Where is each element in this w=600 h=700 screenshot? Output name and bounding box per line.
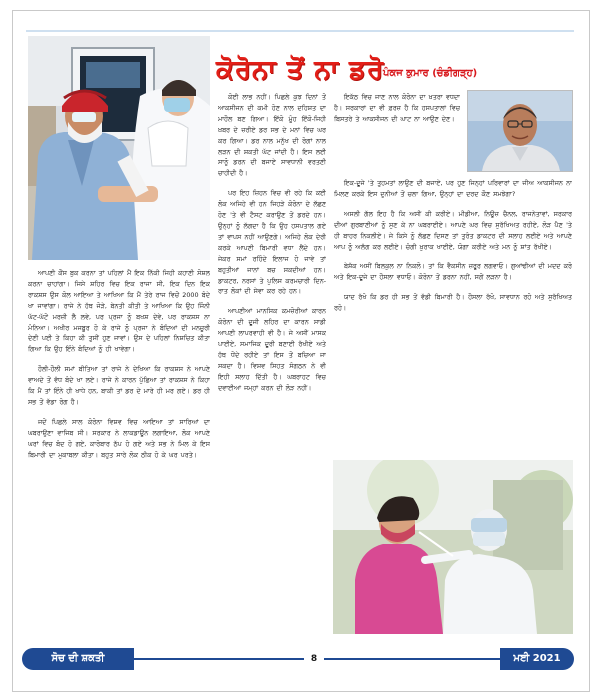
- issue-date: ਮਈ 2021: [500, 648, 574, 670]
- paragraph: ਆਪਣੀਆਂ ਮਾਨਸਿਕ ਕਮਜ਼ੋਰੀਆਂ ਕਾਰਨ ਕੋਰੋਨਾ ਦੀ ਦੂਜੀ ਲਹਿਰ ਦਾ ਕਾਰਨ ਸਾਡੀ ਆਪਣੀ ਲਾਪਰਵਾਹੀ ਵੀ ਹੈ। ਜੇ ਅਸੀਂ ਮਾਸਕ ਪਾਈਏ, ਸਮਾਜਿਕ ਦੂਰੀ ਬਣਾਈ ਰੱਖੀਏ ਅਤੇ ਹੱਥ ਧੋਂਦੇ ਰਹੀਏ ਤਾਂ ਇਸ ਤੋਂ ਬਚਿਆ ਜਾ ਸਕਦਾ ਹੈ। ਵਿਸ਼ਵ ਸਿਹਤ ਸੰਗਠਨ ਨੇ ਵੀ ਇਹੀ ਸਲਾਹ ਦਿੱਤੀ ਹੈ। ਘਬਰਾਹਟ ਵਿਚ ਦਵਾਈਆਂ ਜਮ੍ਹਾਂ ਕਰਨ ਦੀ ਲੋੜ ਨਹੀਂ।: [218, 307, 326, 392]
- paragraph: ਜਦੋਂ ਪਿਛਲੇ ਸਾਲ ਕੋਰੋਨਾ ਵਿਸ਼ਵ ਵਿਚ ਆਇਆ ਤਾਂ ਸਾਰਿਆਂ ਦਾ ਘਬਰਾਉਣਾ ਵਾਜਿਬ ਸੀ। ਸਰਕਾਰ ਨੇ ਲਾਕਡਾਊਨ ਲਗਾਇਆ, ਲੋਕ ਆਪਣੇ ਘਰਾਂ ਵਿਚ ਬੰਦ ਹੋ ਗਏ, ਕਾਰੋਬਾਰ ਠੱਪ ਹੋ ਗਏ ਅਤੇ ਸਭ ਨੇ ਮਿਲ ਕੇ ਇਸ ਬਿਮਾਰੀ ਦਾ ਮੁਕਾਬਲਾ ਕੀਤਾ। ਬਹੁਤ ਸਾਰੇ ਲੋਕ ਠੀਕ ਹੋ ਕੇ ਘਰ ਪਰਤੇ।: [28, 417, 210, 459]
- paragraph: ਇਕੱਠ ਵਿਚ ਜਾਣ ਨਾਲ ਕੋਰੋਨਾ ਦਾ ਖ਼ਤਰਾ ਵਧਦਾ ਹੈ। ਸਰਕਾਰਾਂ ਦਾ ਵੀ ਫ਼ਰਜ਼ ਹੈ ਕਿ ਹਸਪਤਾਲਾਂ ਵਿਚ ਬਿਸਤਰੇ ਤੇ ਆਕਸੀਜਨ ਦੀ ਘਾਟ ਨਾ ਆਉਣ ਦੇਣ।: [334, 93, 460, 123]
- text-column-1: [28, 268, 210, 640]
- article-byline: ਪੰਕਜ ਕੁਮਾਰ (ਚੰਡੀਗੜ੍ਹ): [383, 68, 478, 79]
- paragraph: ਕੋਈ ਲਾਭ ਨਹੀਂ। ਪਿਛਲੇ ਕੁਝ ਦਿਨਾਂ ਤੋਂ ਆਕਸੀਜਨ ਦੀ ਕਮੀ ਹੋਣ ਨਾਲ ਦਹਿਸ਼ਤ ਦਾ ਮਾਹੌਲ ਬਣ ਗਿਆ। ਇੱਕੋ ਮੂੰਹ ਇੱਕੋ-ਜਿਹੀ ਖ਼ਬਰ ਦੇ ਜ਼ਰੀਏ ਡਰ ਸਭ ਦੇ ਮਨਾਂ ਵਿਚ ਘਰ ਕਰ ਗਿਆ। ਡਰ ਨਾਲ ਮਨੁੱਖ ਦੀ ਰੋਗਾਂ ਨਾਲ ਲੜਨ ਦੀ ਸ਼ਕਤੀ ਘੱਟ ਜਾਂਦੀ ਹੈ। ਇਸ ਲਈ ਸਾਨੂੰ ਡਰਨ ਦੀ ਬਜਾਏ ਸਾਵਧਾਨੀ ਵਰਤਣੀ ਚਾਹੀਦੀ ਹੈ।: [218, 93, 326, 178]
- paragraph: ਬੇਸ਼ੱਕ ਅਸੀਂ ਬਿਲਕੁਲ ਨਾ ਨਿਕਲੋ। ਤਾਂ ਕਿ ਵੈਕਸੀਨ ਜ਼ਰੂਰ ਲਗਵਾਓ। ਗੁਆਂਢੀਆਂ ਦੀ ਮਦਦ ਕਰੋ ਅਤੇ ਇਕ-ਦੂਜੇ ਦਾ ਹੌਸਲਾ ਵਧਾਓ। ਕੋਰੋਨਾ ਤੋਂ ਡਰਨਾ ਨਹੀਂ, ਸਗੋਂ ਲੜਨਾ ਹੈ।: [334, 262, 572, 282]
- paragraph: ਹੌਲੀ-ਹੌਲੀ ਸਮਾਂ ਬੀਤਿਆ ਤਾਂ ਰਾਜੇ ਨੇ ਦੇਖਿਆ ਕਿ ਰਾਕਸ਼ਸ ਨੇ ਆਪਣੇ ਵਾਅਦੇ ਤੋਂ ਵੱਧ ਬੰਦੇ ਖਾ ਲਏ। ਰਾਜੇ ਨੇ ਕਾਰਨ ਪੁੱਛਿਆ ਤਾਂ ਰਾਕਸ਼ਸ ਨੇ ਕਿਹਾ ਕਿ ਮੈਂ ਤਾਂ ਇੰਨੇ ਹੀ ਖਾਧੇ ਹਨ, ਬਾਕੀ ਤਾਂ ਡਰ ਦੇ ਮਾਰੇ ਹੀ ਮਰ ਗਏ। ਡਰ ਹੀ ਸਭ ਤੋਂ ਵੱਡਾ ਰੋਗ ਹੈ।: [28, 365, 210, 406]
- paragraph: ਅਸਲੀ ਗੱਲ ਇਹ ਹੈ ਕਿ ਅਸੀਂ ਕੀ ਕਰੀਏ। ਮੀਡੀਆ, ਨਿਊਜ਼ ਚੈਨਲ, ਰਾਜਨੇਤਾਵਾਂ, ਸਰਕਾਰ ਦੀਆਂ ਗੁਰਬਾਣੀਆਂ ਨੂੰ ਸੁਣ ਕੇ ਨਾ ਘਬਰਾਈਏ। ਆਪਣੇ ਘਰ ਵਿਚ ਸੁਰੱਖਿਅਤ ਰਹੀਏ, ਲੋੜ ਪੈਣ 'ਤੇ ਹੀ ਬਾਹਰ ਨਿਕਲੀਏ। ਜੇ ਕਿਸੇ ਨੂੰ ਲੱਛਣ ਦਿਸਣ ਤਾਂ ਤੁਰੰਤ ਡਾਕਟਰ ਦੀ ਸਲਾਹ ਲਈਏ ਅਤੇ ਆਪਣੇ ਆਪ ਨੂੰ ਅਲੱਗ ਕਰ ਲਈਏ। ਚੰਗੀ ਖ਼ੁਰਾਕ ਖਾਈਏ, ਯੋਗਾ ਕਰੀਏ ਅਤੇ ਮਨ ਨੂੰ ਸ਼ਾਂਤ ਰੱਖੀਏ।: [334, 209, 572, 251]
- paragraph: ਯਾਦ ਰੱਖੋ ਕਿ ਡਰ ਹੀ ਸਭ ਤੋਂ ਵੱਡੀ ਬਿਮਾਰੀ ਹੈ। ਹੌਸਲਾ ਰੱਖੋ, ਸਾਵਧਾਨ ਰਹੋ ਅਤੇ ਸੁਰੱਖਿਅਤ ਰਹੋ।: [334, 293, 572, 313]
- author-portrait: [467, 90, 573, 172]
- text-column-3a: [334, 92, 460, 174]
- magazine-name: ਸੋਚ ਦੀ ਸ਼ਕਤੀ: [22, 648, 134, 670]
- covid-test-photo: [333, 460, 573, 634]
- text-column-2: [218, 92, 326, 638]
- top-rule: [26, 30, 574, 32]
- page-footer: [22, 648, 574, 670]
- paragraph: ਪਰ ਇਹ ਜ਼ਿਹਨ ਵਿਚ ਵੀ ਰਹੇ ਕਿ ਕਈ ਲੋਕ ਅਜਿਹੇ ਵੀ ਹਨ ਜਿਹੜੇ ਕੋਰੋਨਾ ਦੇ ਲੱਛਣ ਹੋਣ 'ਤੇ ਵੀ ਟੈਸਟ ਕਰਾਉਣ ਤੋਂ ਡਰਦੇ ਹਨ। ਉਨ੍ਹਾਂ ਨੂੰ ਲੱਗਦਾ ਹੈ ਕਿ ਉਹ ਹਸਪਤਾਲ ਗਏ ਤਾਂ ਵਾਪਸ ਨਹੀਂ ਆਉਣਗੇ। ਅਜਿਹੇ ਲੋਕ ਦੇਰੀ ਕਰਕੇ ਆਪਣੀ ਬਿਮਾਰੀ ਵਧਾ ਲੈਂਦੇ ਹਨ। ਜੇਕਰ ਸਮਾਂ ਰਹਿੰਦੇ ਇਲਾਜ ਹੋ ਜਾਵੇ ਤਾਂ ਬਹੁਤੀਆਂ ਜਾਨਾਂ ਬਚ ਸਕਦੀਆਂ ਹਨ। ਡਾਕਟਰ, ਨਰਸਾਂ ਤੇ ਪੁਲਿਸ ਕਰਮਚਾਰੀ ਦਿਨ-ਰਾਤ ਲੋਕਾਂ ਦੀ ਸੇਵਾ ਕਰ ਰਹੇ ਹਨ।: [218, 189, 326, 296]
- text-column-3: [334, 178, 572, 454]
- article-title: ਕੋਰੋਨਾ ਤੋਂ ਨਾ ਡਰੋ: [216, 55, 385, 85]
- paragraph: ਆਪਣੀ ਕੌਂਸ ਬੁਕ ਕਰਨਾ ਤਾਂ ਪਹਿਲਾਂ ਮੈਂ ਇਕ ਨਿੱਕੀ ਜਿਹੀ ਕਹਾਣੀ ਸੋਸ਼ਲ ਕਰਨਾ ਚਾਹਾਂਗਾ। ਜਿਸੇ ਸ਼ਹਿਰ ਵਿਚ ਇਕ ਰਾਜਾ ਸੀ, ਇਕ ਦਿਨ ਇਕ ਰਾਕਸ਼ਸ ਉਸ ਕੋਲ ਆਇਆ ਤੇ ਆਖਿਆ ਕਿ ਮੈਂ ਤੇਰੇ ਰਾਜ ਵਿਚੋਂ 2000 ਬੰਦੇ ਖਾ ਜਾਵਾਂਗਾ। ਰਾਜੇ ਨੇ ਹੱਥ ਜੋੜੇ, ਬੇਨਤੀ ਕੀਤੀ ਤੇ ਆਖਿਆ ਕਿ ਉਹ ਜਿੰਨੀ ਘੱਟ-ਘੱਟੋਂ ਮਰਜ਼ੀ ਲੈ ਲਵੇ, ਪਰ ਪ੍ਰਜਾ ਨੂੰ ਬਖਸ਼ ਦੇਵੇ, ਪਰ ਰਾਕਸ਼ਸ ਨਾ ਮੰਨਿਆ। ਅਖੀਰ ਮਜਬੂਰ ਹੋ ਕੇ ਰਾਜੇ ਨੂੰ ਪ੍ਰਜਾ ਨੇ ਬੰਦਿਆਂ ਦੀ ਮਨਜ਼ੂਰੀ ਦੇਣੀ ਪਈ ਤੇ ਕਿਹਾ ਕੀ ਤੁਸੀਂ ਹੁਣ ਜਾਵਾਂ। ਉਸ ਦੇ ਪਹਿਲਾਂ ਨਿਸ਼ਚਿਤ ਕੀਤਾ ਗਿਆ ਕਿ ਉਹ ਇੰਨੇ ਬੰਦਿਆਂ ਨੂੰ ਹੀ ਖਾਵੇਗਾ।: [28, 269, 210, 354]
- page-number: 8: [304, 652, 324, 666]
- paragraph: ਇਕ-ਦੂਜੇ 'ਤੇ ਤੁਹਮਤਾਂ ਲਾਉਣ ਦੀ ਬਜਾਏ, ਪਰ ਹੁਣ ਜਿਨ੍ਹਾਂ ਪਰਿਵਾਰਾਂ ਦਾ ਜੀਅ ਆਕਸੀਜਨ ਨਾ ਮਿਲਣ ਕਰਕੇ ਇਸ ਦੁਨੀਆਂ ਤੋਂ ਚਲਾ ਗਿਆ, ਉਨ੍ਹਾਂ ਦਾ ਦਰਦ ਕੌਣ ਸਮਝੇਗਾ?: [334, 179, 572, 198]
- vaccination-photo: [28, 36, 210, 260]
